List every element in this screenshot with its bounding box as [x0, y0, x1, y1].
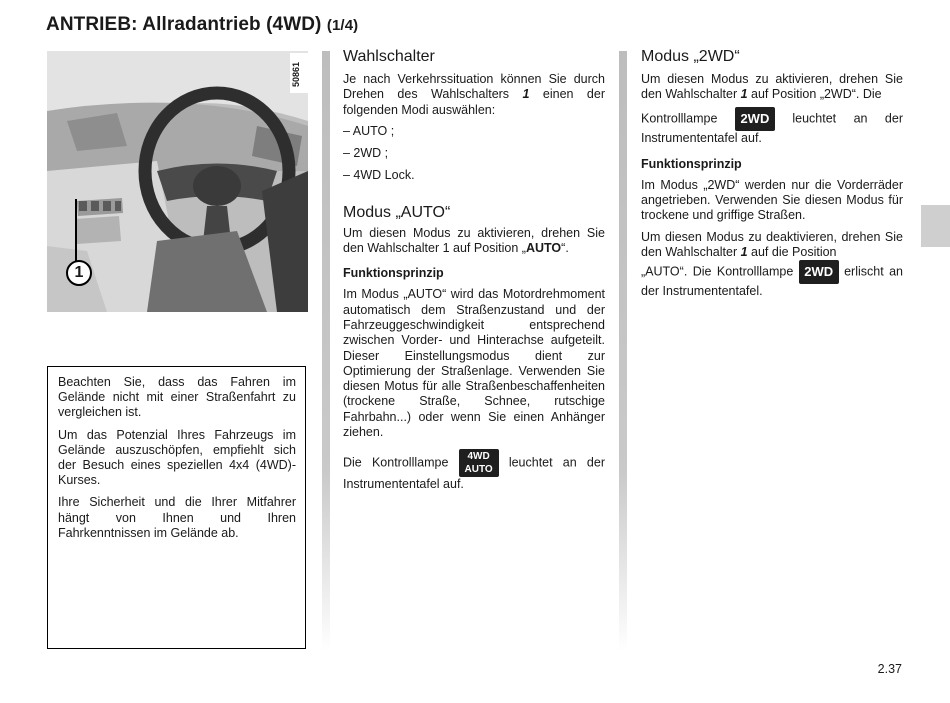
auto-lamp-text [343, 449, 605, 492]
2wd-activation-text [641, 72, 903, 103]
section-heading-auto: Modus „AUTO“ [343, 203, 451, 221]
page-title [46, 14, 358, 36]
sub-heading-funktionsprinzip: Funktionsprinzip [641, 156, 742, 171]
auto-activation-text [343, 226, 605, 257]
selector-number: 1 [740, 87, 748, 102]
image-code-text: 50861 [291, 61, 301, 87]
text-run: auf Position „2WD“. Die [747, 87, 882, 102]
text-run: Um diesen Modus zu aktivieren, drehen Sie den Wahlschalter 1 auf Position „ [343, 225, 605, 256]
badge-line: 4WD [467, 451, 490, 463]
text-run: “. [561, 241, 569, 256]
text-run: auf die Position [747, 245, 837, 260]
2wd-lamp-text [641, 107, 903, 146]
text-run: „AUTO“. Die Kontrolllampe [641, 264, 799, 279]
safety-note-box [47, 366, 306, 649]
section-heading-wahlschalter: Wahlschalter [343, 48, 435, 65]
page-number: 2.37 [877, 662, 902, 676]
note-paragraph: Beachten Sie, dass das Fahren im Gelände nicht mit einer Straßenfahrt zu vergleichen ist. [58, 375, 296, 420]
chapter-tab-marker [921, 205, 950, 247]
title-text: ANTRIEB: Allradantrieb (4WD) [46, 14, 322, 35]
mode-list-item: – AUTO ; [343, 123, 395, 138]
section-heading-2wd: Modus „2WD“ [641, 48, 740, 65]
column-selector-auto [343, 47, 605, 493]
text-run: einen der folgenden Modi auswählen: [343, 87, 605, 117]
text-run: Um diesen Modus zu aktivieren, drehen Sie den Wahlschalter [641, 72, 903, 102]
badge-line: AUTO [464, 464, 493, 476]
2wd-indicator-icon: 2WD [735, 107, 775, 131]
text-run: Je nach Verkehrssituation können Sie durch Drehen des Wahlschalters [343, 72, 605, 102]
callout-marker-1: 1 [66, 260, 92, 286]
selector-number: 1 [522, 87, 530, 102]
text-run: leuchtet an der Instrumententafel auf. [343, 455, 605, 492]
2wd-indicator-icon: 2WD [799, 260, 839, 284]
mode-list-item: – 2WD ; [343, 146, 389, 161]
2wd-deactivation-text [641, 230, 903, 300]
note-paragraph: Um das Potenzial Ihres Fahrzeugs im Gelände auszuschöpfen, empfiehlt sich der Besuch eines speziellen 4x4 (4WD)-Kurses. [58, 427, 296, 488]
4wd-auto-indicator-icon [459, 449, 499, 477]
2wd-principle-text: Im Modus „2WD“ werden nur die Vorderräder angetrieben. Verwenden Sie diesen Modus für trockene und griffige Straßen. [641, 177, 903, 223]
text-run: leuchtet an der Instrumententafel auf. [641, 110, 904, 145]
sub-heading-funktionsprinzip: Funktionsprinzip [343, 266, 444, 281]
wahlschalter-intro [343, 72, 605, 118]
text-run: Kontrolllampe [641, 110, 735, 125]
selector-number: 1 [740, 245, 748, 260]
column-separator [322, 51, 330, 651]
text-run: Die Kontrolllampe [343, 455, 459, 470]
text-run: erlischt an der Instrumententafel. [641, 264, 903, 299]
auto-principle-text: Im Modus „AUTO“ wird das Motordrehmoment automatisch dem Straßenzustand und der Fahrzeuggeschwindigkeit entsprechend zwischen Vorder- und Hinterachse aufgeteilt. Dieser Einstellungsmodus dient zur Optimierung der Straßenlage. Verwenden Sie diesen Motus für alle Straßenbeschaffenheiten (trockene Straße, Schnee, rutschige Fahrbahn...) oder wenn Sie einen Anhänger ziehen. [343, 287, 605, 440]
column-separator [619, 51, 627, 651]
image-reference-code [290, 53, 308, 93]
title-part-indicator: (1/4) [326, 17, 359, 34]
text-run-bold: AUTO [525, 241, 562, 256]
text-run: Um diesen Modus zu deaktivieren, drehen Sie den Wahlschalter [641, 229, 903, 260]
column-2wd [641, 47, 903, 300]
mode-list [343, 124, 605, 184]
note-paragraph: Ihre Sicherheit und die Ihrer Mitfahrer hängt von Ihnen und Ihren Fahrkenntnissen im Gelände ab. [58, 495, 296, 540]
mode-list-item: – 4WD Lock. [343, 168, 415, 183]
